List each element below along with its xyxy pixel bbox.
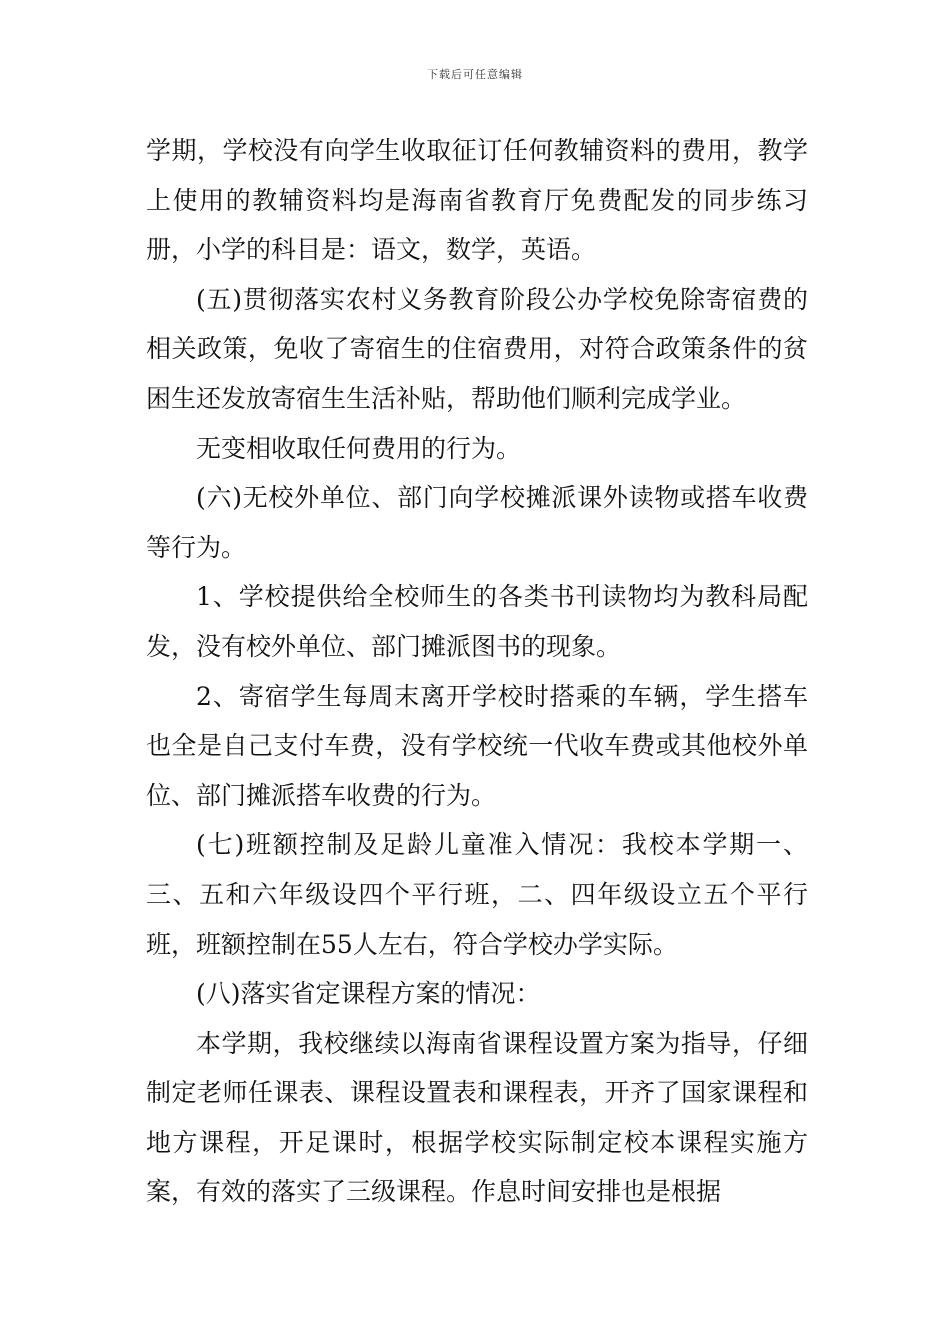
paragraph-continued-fees: 学期，学校没有向学生收取征订任何教辅资料的费用，教学上使用的教辅资料均是海南省教育厅免费配发的同步练习册，小学的科目是：语文，数学，英语。 (146, 136, 808, 265)
paragraph-no-hidden-fees: 无变相收取任何费用的行为。 (196, 433, 522, 463)
paragraph-section-7: (七)班额控制及足龄儿童准入情况：我校本学期一、三、五和六年级设四个平行班，二、四年级设立五个平行班，班额控制在55人左右，符合学校办学实际。 (146, 830, 808, 959)
paragraph-section-6: (六)无校外单位、部门向学校摊派课外读物或搭车收费等行为。 (146, 483, 808, 562)
paragraph-section-5: (五)贯彻落实农村义务教育阶段公办学校免除寄宿费的相关政策，免收了寄宿生的住宿费用，对符合政策条件的贫困生还发放寄宿生生活补贴，帮助他们顺利完成学业。 (146, 284, 808, 413)
document-body (146, 126, 808, 1217)
paragraph-curriculum: 本学期，我校继续以海南省课程设置方案为指导，仔细制定老师任课表、课程设置表和课程表，开齐了国家课程和地方课程，开足课时，根据学校实际制定校本课程实施方案，有效的落实了三级课程。作息时间安排也是根据 (146, 1028, 808, 1207)
header-note: 下载后可任意编辑 (427, 68, 523, 81)
paragraph-section-8: (八)落实省定课程方案的情况： (196, 979, 541, 1009)
paragraph-item-2: 2、寄宿学生每周末离开学校时搭乘的车辆，学生搭车也全是自己支付车费，没有学校统一代收车费或其他校外单位、部门摊派搭车收费的行为。 (146, 681, 808, 810)
paragraph-item-1: 1、学校提供给全校师生的各类书刊读物均为教科局配发，没有校外单位、部门摊派图书的现象。 (146, 582, 808, 661)
